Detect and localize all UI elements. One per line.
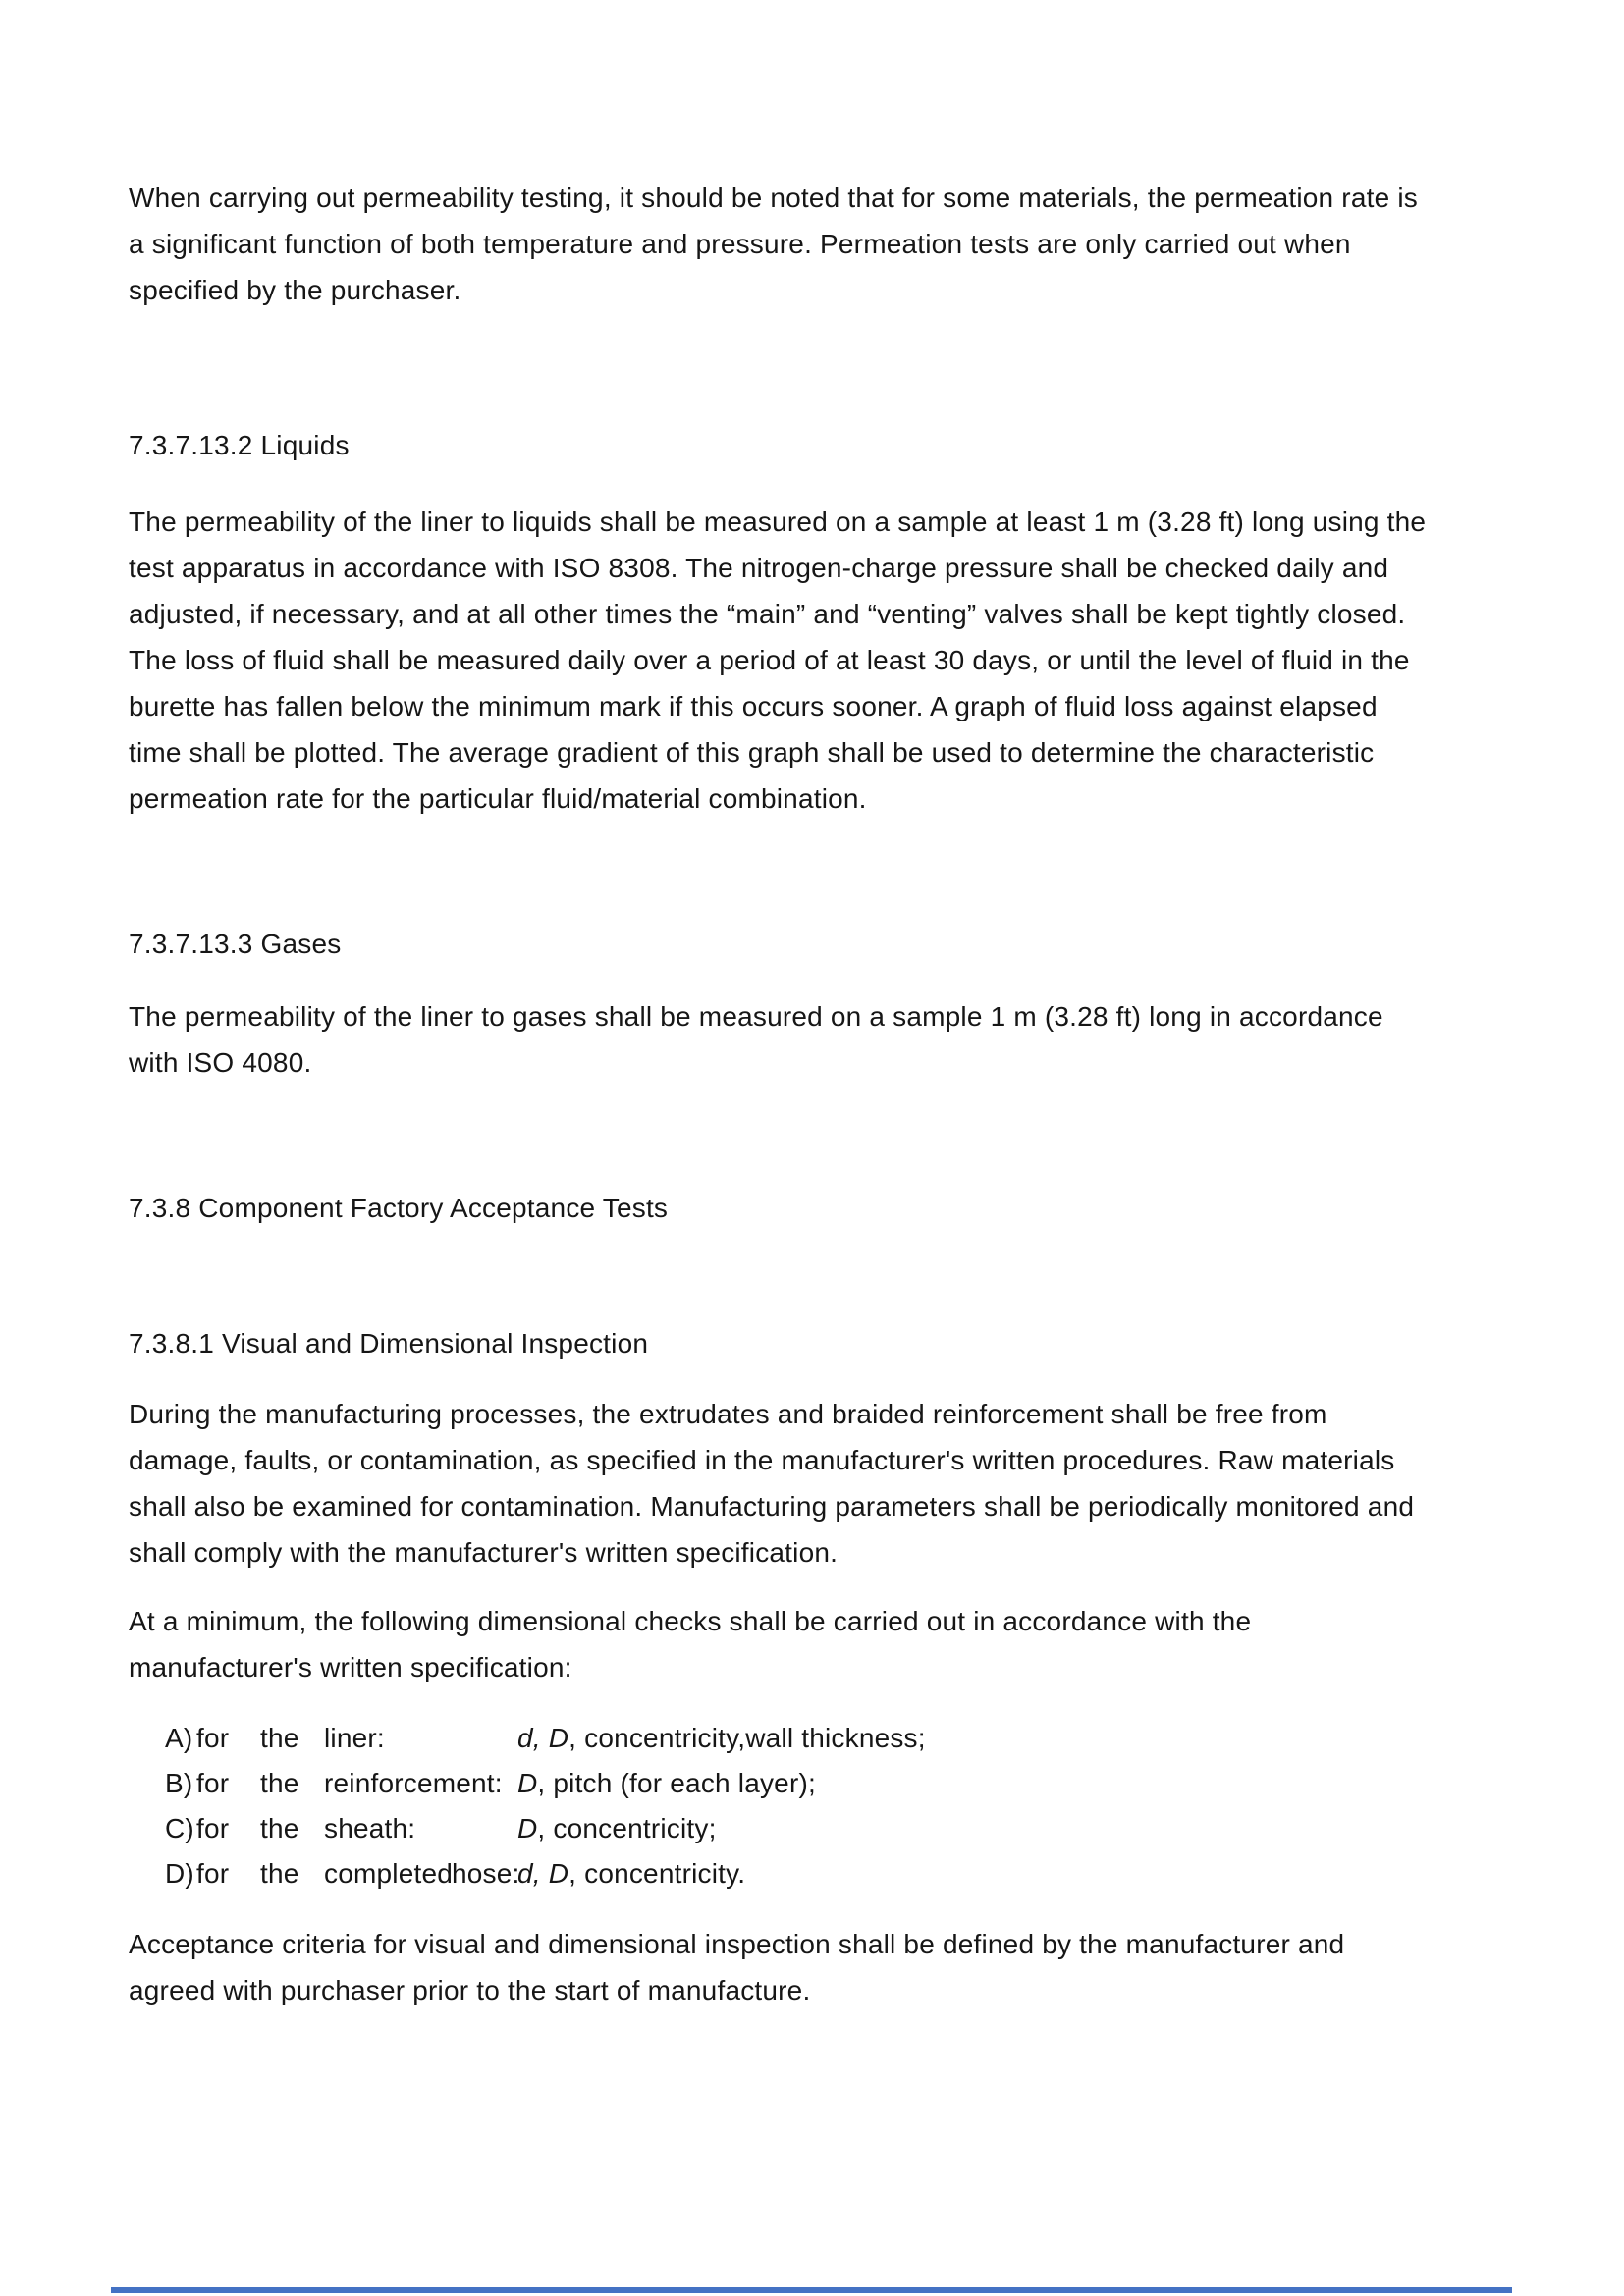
check-item-label: completed [324, 1858, 453, 1889]
para-permeability-note: When carrying out permeability testing, it should be noted that for some materials, the permeation rate is a significant function of both temperature and pressure. Permeation tests are only carried out when specified by the purchaser. [129, 183, 1418, 305]
heading-visual-dimensional-inspection: 7.3.8.1 Visual and Dimensional Inspection [129, 1328, 649, 1359]
check-word: the [260, 1813, 299, 1843]
check-word: for [196, 1813, 230, 1843]
check-item-label: reinforcement: [324, 1768, 503, 1798]
check-word: the [260, 1768, 299, 1798]
check-row-liner [129, 1715, 1435, 1760]
check-values-symbols: d, D [517, 1723, 569, 1753]
heading-gases: 7.3.7.13.3 Gases [129, 929, 342, 959]
check-word: for [196, 1858, 230, 1889]
document-content [129, 175, 1435, 2013]
dimensional-checks-list [129, 1715, 1435, 1896]
heading-component-factory-acceptance-tests: 7.3.8 Component Factory Acceptance Tests [129, 1193, 669, 1223]
check-marker: B) [165, 1768, 193, 1798]
check-word: the [260, 1723, 299, 1753]
check-values-text: , pitch (for each layer); [537, 1768, 816, 1798]
check-item-label: sheath: [324, 1813, 416, 1843]
check-values [517, 1760, 816, 1806]
check-item-label: liner: [324, 1723, 385, 1753]
para-liquids: The permeability of the liner to liquids shall be measured on a sample at least 1 m (3.28 ft) long using the test apparatus in accordance with ISO 8308. The nitrogen-charge pressure shall be checked daily and adjusted, if necessary, and at all other times the “main” and “venting” valves shall be kept tightly closed. The loss of fluid shall be measured daily over a period of at least 30 days, or until the level of fluid in the burette has fallen below the minimum mark if this occurs sooner. A graph of fluid loss against elapsed time shall be plotted. The average gradient of this graph shall be used to determine the characteristic permeation rate for the particular fluid/material combination. [129, 507, 1427, 814]
check-values-symbols: D [517, 1813, 538, 1843]
check-values-text: , concentricity. [568, 1858, 746, 1889]
check-values-text: , concentricity,wall thickness; [568, 1723, 926, 1753]
check-word: the [260, 1858, 299, 1889]
footer-rule [111, 2287, 1512, 2293]
check-values [517, 1805, 717, 1851]
heading-liquids: 7.3.7.13.2 Liquids [129, 430, 350, 460]
check-row-reinforcement [129, 1760, 1435, 1805]
check-values-symbols: D [517, 1768, 538, 1798]
check-item-label-extra: hose: [452, 1858, 520, 1889]
check-row-completed-hose [129, 1850, 1435, 1896]
para-at-a-minimum: At a minimum, the following dimensional checks shall be carried out in accordance with the manufacturer's written specification: [129, 1606, 1252, 1682]
check-row-sheath [129, 1805, 1435, 1850]
check-marker: A) [165, 1723, 193, 1753]
check-values-text: , concentricity; [537, 1813, 717, 1843]
check-word: for [196, 1768, 230, 1798]
check-marker: D) [165, 1858, 194, 1889]
check-word: for [196, 1723, 230, 1753]
check-marker: C) [165, 1813, 194, 1843]
para-acceptance-criteria: Acceptance criteria for visual and dimensional inspection shall be defined by the manufacturer and agreed with purchaser prior to the start of manufacture. [129, 1929, 1345, 2005]
para-gases: The permeability of the liner to gases shall be measured on a sample 1 m (3.28 ft) long in accordance with ISO 4080. [129, 1001, 1383, 1078]
check-values [517, 1715, 926, 1761]
check-values [517, 1850, 746, 1896]
para-during-manufacturing: During the manufacturing processes, the extrudates and braided reinforcement shall be free from damage, faults, or contamination, as specified in the manufacturer's written procedures. Raw materials shall also be examined for contamination. Manufacturing parameters shall be periodically monitored and shall comply with the manufacturer's written specification. [129, 1399, 1415, 1568]
check-values-symbols: d, D [517, 1858, 569, 1889]
